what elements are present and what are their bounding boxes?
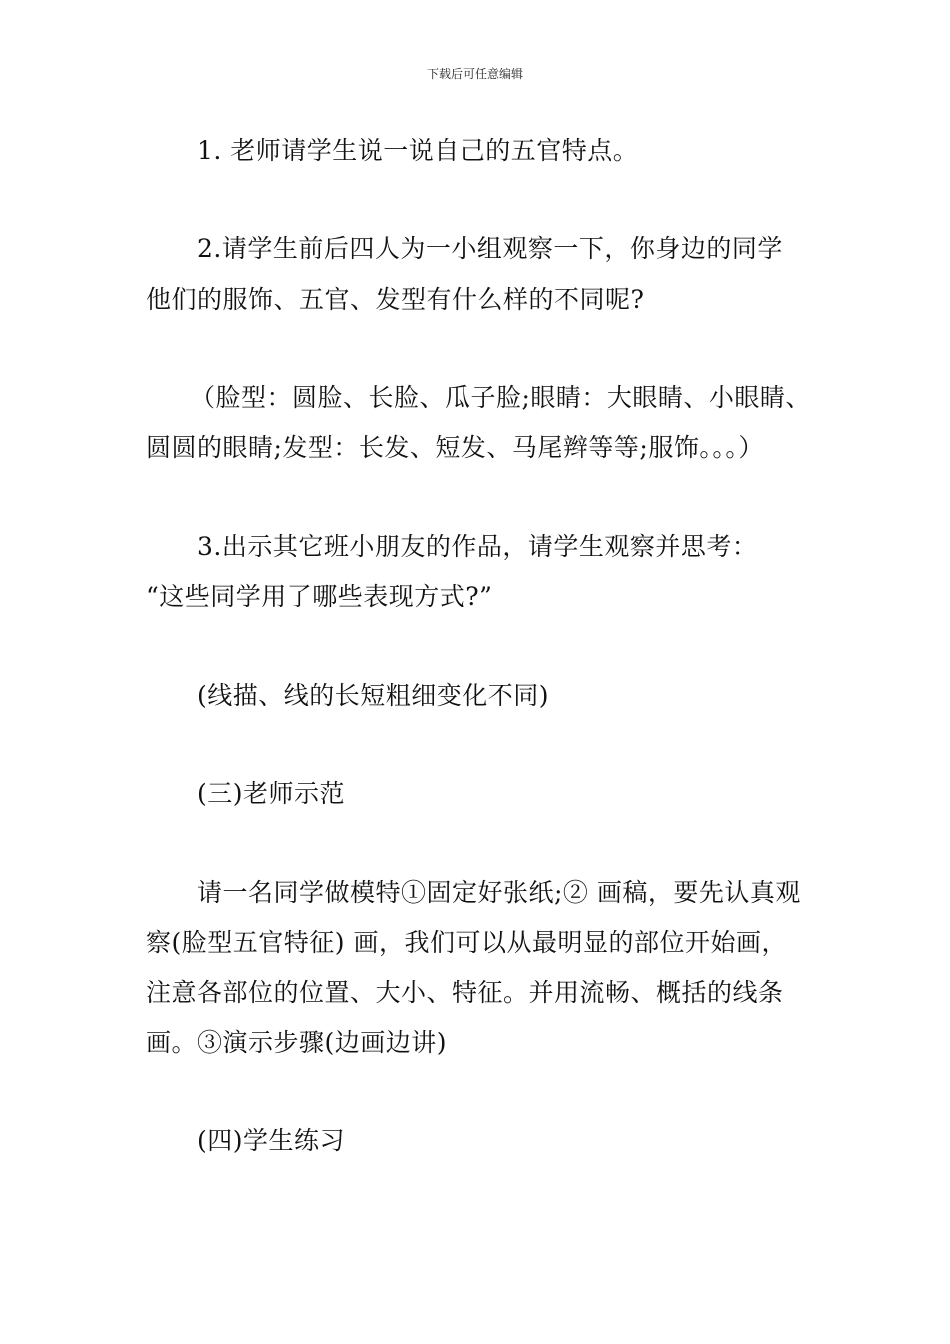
paragraph-3-line-1: （脸型：圆脸、长脸、瓜子脸;眼睛：大眼睛、小眼睛、	[190, 383, 811, 412]
paragraph-2-line-1: 2.请学生前后四人为一小组观察一下，你身边的同学	[197, 234, 783, 263]
section-heading-3: (三)老师示范	[197, 779, 346, 808]
section-heading-4: (四)学生练习	[197, 1126, 346, 1155]
paragraph-5-line-1: (线描、线的长短粗细变化不同)	[197, 681, 550, 710]
page-header: 下载后可任意编辑	[426, 67, 523, 81]
paragraph-7-line-1: 请一名同学做模特①固定好张纸;② 画稿，要先认真观	[197, 878, 801, 907]
paragraph-1-line-1: 1. 老师请学生说一说自己的五官特点。	[197, 136, 639, 165]
paragraph-4-line-2: “这些同学用了哪些表现方式?”	[146, 582, 493, 611]
paragraph-3-line-2: 圆圆的眼睛;发型：长发、短发、马尾辫等等;服饰。。。）	[146, 433, 764, 462]
paragraph-7-line-2: 察(脸型五官特征) 画，我们可以从最明显的部位开始画，	[146, 928, 787, 957]
paragraph-7-line-4: 画。③演示步骤(边画边讲)	[146, 1028, 448, 1057]
paragraph-2-line-2: 他们的服饰、五官、发型有什么样的不同呢?	[146, 285, 645, 314]
paragraph-4-line-1: 3.出示其它班小朋友的作品，请学生观察并思考：	[197, 532, 758, 561]
paragraph-7-line-3: 注意各部位的位置、大小、特征。并用流畅、概括的线条	[146, 978, 784, 1007]
